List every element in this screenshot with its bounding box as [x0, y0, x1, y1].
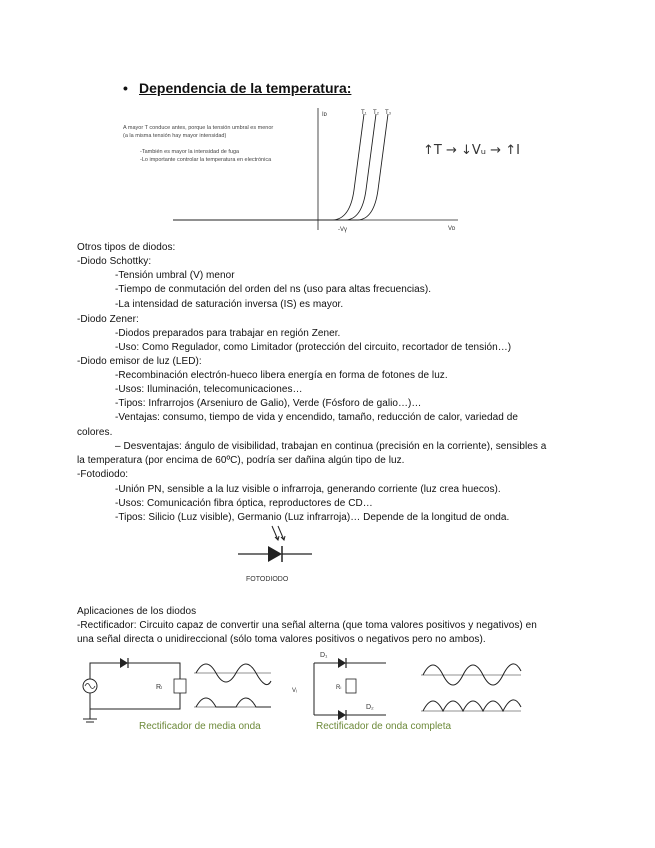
curve-label-t3: T₃ [385, 110, 392, 116]
handwritten-note: ↑T → ↓Vᵤ → ↑I [423, 143, 520, 158]
text-line: -Rectificador: Circuito capaz de convertir una señal alterna (que toma valores positivos y negativos) en [77, 620, 537, 631]
rect-label-rl: Rₗ [156, 684, 163, 691]
temperature-figure [118, 100, 463, 240]
temp-note-1: A mayor T conduce antes, porque la tensión umbral es menor [123, 125, 274, 131]
text-line: -Tipos: Infrarrojos (Arseniuro de Galio), Verde (Fósforo de galio…)… [115, 398, 422, 409]
text-line: -Recombinación electrón-hueco libera energía en forma de fotones de luz. [115, 370, 448, 381]
temp-note-2: (a la misma tensión hay mayor intensidad) [123, 133, 227, 139]
text-line: -Usos: Comunicación fibra óptica, reproductores de CD… [115, 498, 373, 509]
text-line: – Desventajas: ángulo de visibilidad, trabajan en continua (precisión en la corriente), sensibles a [115, 441, 547, 452]
text-line: -Unión PN, sensible a la luz visible o infrarroja, generando corriente (luz crea huecos). [115, 484, 501, 495]
photodiode-symbol [232, 522, 322, 584]
text-line: -Diodo Zener: [77, 314, 139, 325]
curve-label-t1: T₁ [361, 110, 367, 116]
photodiode-label: FOTODIODO [246, 576, 289, 583]
section-heading-text: Dependencia de la temperatura: [139, 80, 352, 96]
rect-label-d1: D₁ [320, 652, 328, 659]
text-line: la temperatura (por encima de 60ºC), podría ser dañina algún tipo de luz. [77, 455, 405, 466]
text-line: -Uso: Como Regulador, como Limitador (protección del circuito, recortador de tensión…) [115, 342, 512, 353]
text-line: -Diodo Schottky: [77, 256, 152, 267]
text-line: -Ventajas: consumo, tiempo de vida y encendido, tamaño, reducción de calor, variedad de [115, 412, 518, 423]
text-line: -Diodo emisor de luz (LED): [77, 356, 202, 367]
x-axis-label: Vᴅ [448, 226, 456, 232]
threshold-label: -Vγ [338, 227, 347, 233]
text-line: -Usos: Iluminación, telecomunicaciones… [115, 384, 303, 395]
temp-note-4: -Lo importante controlar la temperatura en electrónica [140, 157, 272, 163]
text-line: -Tipos: Silicio (Luz visible), Germanio (Luz infrarroja)… Depende de la longitud de onda. [115, 512, 510, 523]
rect-label-rl2: Rₗ [336, 685, 342, 691]
rectifier-figure [76, 645, 526, 740]
text-line: colores. [77, 427, 113, 438]
text-line: una señal directa o unidireccional (sólo toma valores positivos o negativos pero no ambos). [77, 634, 486, 645]
text-line: -Tensión umbral (V) menor [115, 270, 235, 281]
y-axis-label: Iᴅ [322, 112, 327, 118]
rect-label-vi: Vᵢ [292, 688, 297, 694]
rect-label-d2: D₂ [366, 704, 374, 711]
text-line: -La intensidad de saturación inversa (IS) es mayor. [115, 299, 344, 310]
curve-label-t2: T₂ [373, 110, 379, 116]
text-line: -Tiempo de conmutación del orden del ns (uso para altas frecuencias). [115, 284, 432, 295]
temp-note-3: -También es mayor la intensidad de fuga [140, 149, 240, 155]
text-line: Aplicaciones de los diodos [77, 606, 197, 617]
text-line: -Fotodiodo: [77, 469, 129, 480]
half-wave-caption: Rectificador de media onda [139, 721, 261, 732]
text-line: Otros tipos de diodos: [77, 242, 176, 253]
full-wave-caption: Rectificador de onda completa [316, 721, 452, 732]
section-heading [123, 80, 351, 96]
text-line: -Diodos preparados para trabajar en región Zener. [115, 328, 341, 339]
bullet-icon: • [123, 80, 128, 96]
